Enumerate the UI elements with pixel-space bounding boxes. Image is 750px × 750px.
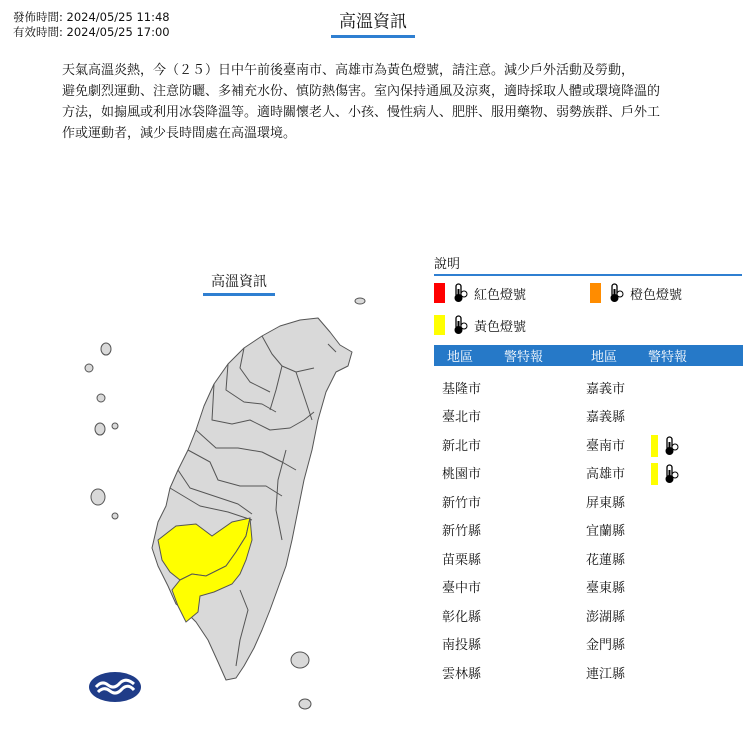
orange-swatch	[590, 283, 601, 303]
thermometer-icon	[452, 282, 468, 304]
header-alert: 警特報	[648, 350, 688, 365]
legend-item-yellow	[434, 314, 526, 336]
header-region: 地區	[447, 350, 474, 365]
map-title: 高溫資訊	[203, 273, 275, 296]
table-row: 連江縣	[586, 667, 626, 682]
table-row: 嘉義市	[586, 382, 626, 397]
yellow-bar	[651, 435, 658, 457]
table-row: 金門縣	[586, 638, 626, 653]
description-line: 天氣高溫炎熱，今（２５）日中午前後臺南市、高雄市為黃色燈號，請注意。減少戶外活動及勞動，	[62, 63, 635, 78]
table-row: 新竹市	[442, 496, 482, 511]
yellow-swatch	[434, 315, 445, 335]
alert-indicator-tainan	[651, 435, 685, 457]
table-row: 臺中市	[442, 581, 482, 596]
table-row: 基隆市	[442, 382, 482, 397]
header-region: 地區	[591, 350, 618, 365]
table-row: 桃園市	[442, 467, 482, 482]
red-swatch	[434, 283, 445, 303]
table-row: 高雄市	[586, 467, 626, 482]
table-row: 臺東縣	[586, 581, 626, 596]
header-alert: 警特報	[504, 350, 544, 365]
legend-label: 黃色燈號	[474, 319, 527, 335]
table-row: 屏東縣	[586, 496, 626, 511]
table-row: 臺北市	[442, 410, 482, 425]
table-row: 宜蘭縣	[586, 524, 626, 539]
thermometer-icon	[663, 463, 679, 485]
valid-time: 有效時間: 2024/05/25 17:00	[13, 25, 170, 39]
description-line: 避免劇烈運動、注意防曬、多補充水份、慎防熱傷害。室內保持通風及涼爽，適時採取人體或環境降溫的	[62, 84, 661, 99]
table-row: 澎湖縣	[586, 610, 626, 625]
yellow-bar	[651, 463, 658, 485]
map-region	[152, 318, 352, 680]
thermometer-icon	[452, 314, 468, 336]
page-title: 高溫資訊	[331, 11, 415, 38]
table-row: 臺南市	[586, 439, 626, 454]
taiwan-map	[60, 290, 380, 720]
table-row: 新北市	[442, 439, 482, 454]
legend-label: 橙色燈號	[630, 287, 683, 303]
table-header-left	[434, 345, 599, 366]
table-row: 花蓮縣	[586, 553, 626, 568]
header-meta	[13, 10, 170, 40]
table-header-right	[578, 345, 743, 366]
legend-heading: 說明	[434, 257, 742, 276]
table-row: 苗栗縣	[442, 553, 482, 568]
table-row: 嘉義縣	[586, 410, 626, 425]
description-line: 方法，如搧風或利用冰袋降溫等。適時關懷老人、小孩、慢性病人、肥胖、服用藥物、弱勢族群、戶外工	[62, 105, 661, 120]
alert-indicator-kaohsiung	[651, 463, 685, 485]
description-line: 作或運動者，減少長時間處在高溫環境。	[62, 126, 297, 141]
table-row: 南投縣	[442, 638, 482, 653]
legend-label: 紅色燈號	[474, 287, 527, 303]
table-row: 新竹縣	[442, 524, 482, 539]
table-row: 彰化縣	[442, 610, 482, 625]
issue-time: 發佈時間: 2024/05/25 11:48	[13, 10, 170, 24]
legend-item-red	[434, 282, 526, 304]
cwa-logo	[88, 671, 142, 703]
description	[62, 60, 692, 144]
thermometer-icon	[608, 282, 624, 304]
legend-item-orange	[590, 282, 682, 304]
thermometer-icon	[663, 435, 679, 457]
table-row: 雲林縣	[442, 667, 482, 682]
